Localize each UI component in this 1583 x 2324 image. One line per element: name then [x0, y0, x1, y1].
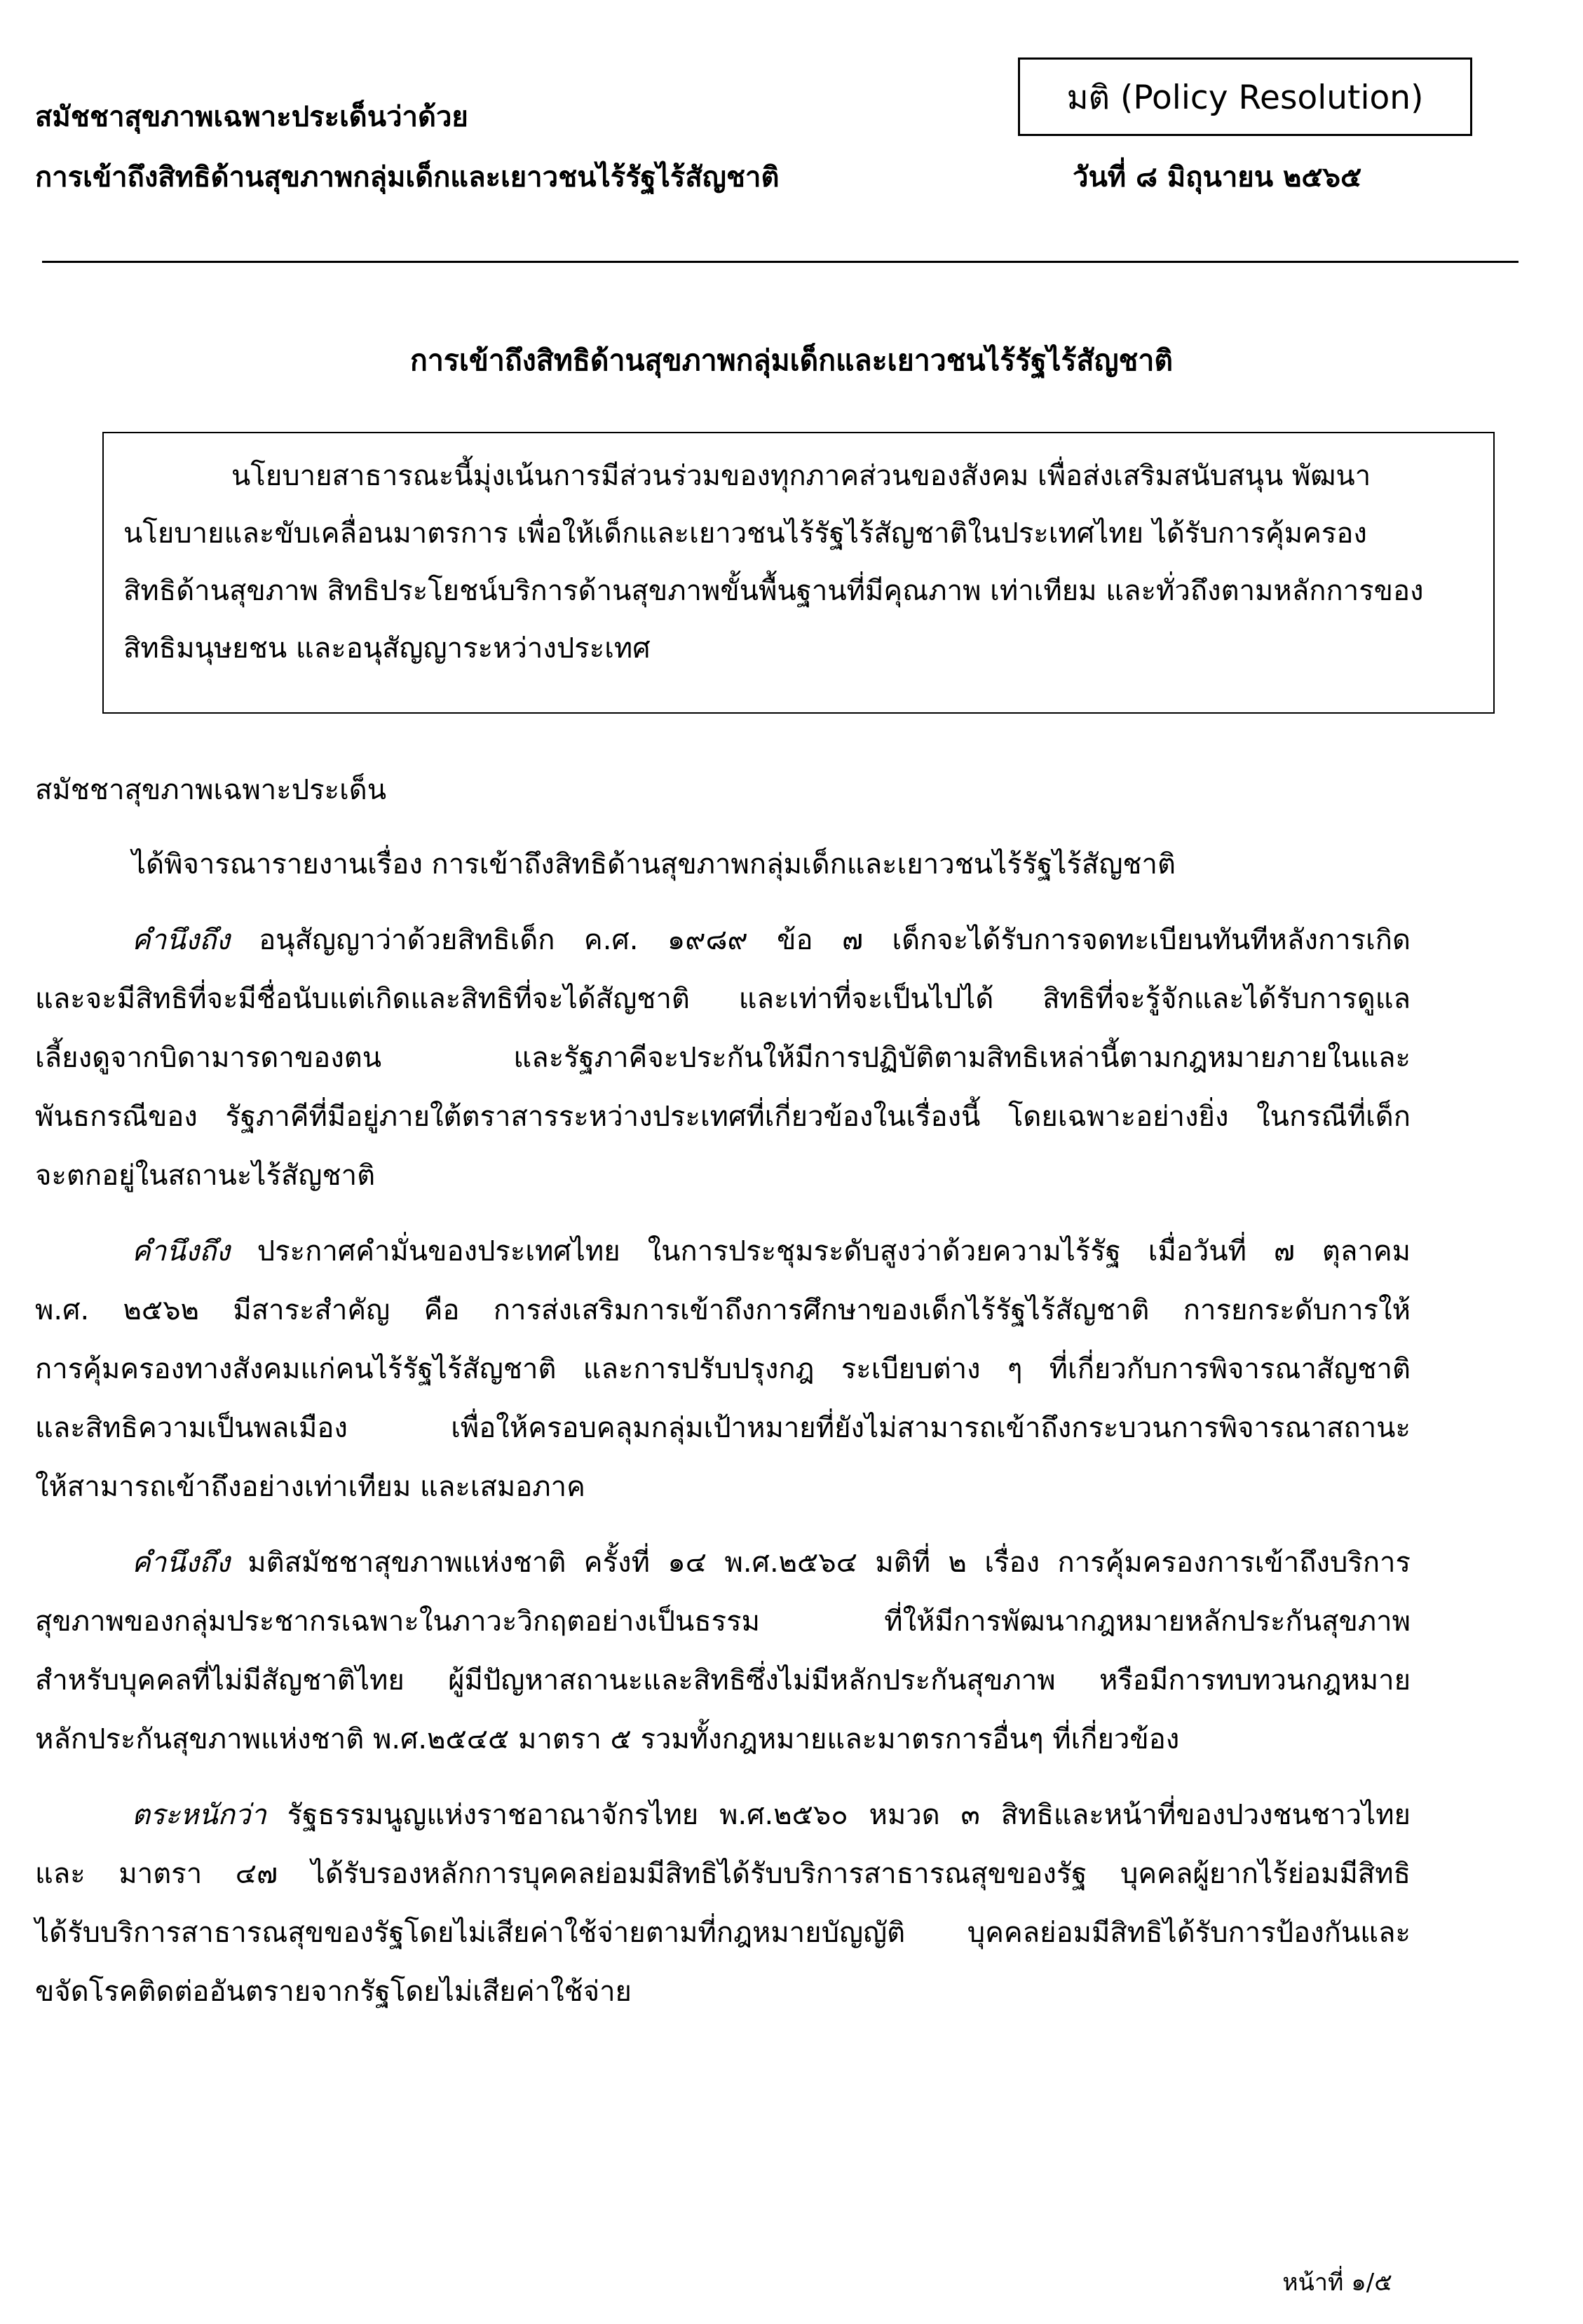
assembly-heading: สมัชชาสุขภาพเฉพาะประเด็น: [35, 774, 387, 806]
paragraph-2-line: และสิทธิความเป็นพลเมือง เพื่อให้ครอบคลุมกลุ่มเป้าหมายที่ยังไม่สามารถเข้าถึงกระบวนการพิจารณาสถานะ: [35, 1412, 1411, 1444]
resolution-label: มติ (Policy Resolution): [1066, 78, 1424, 117]
paragraph-4-lead: ตระหนักว่า: [132, 1799, 266, 1831]
paragraph-4-first-line: [132, 1792, 1411, 1837]
paragraph-2-line: พ.ศ. ๒๕๖๒ มีสาระสำคัญ คือ การส่งเสริมการเข้าถึงการศึกษาของเด็กไร้รัฐไร้สัญชาติ การยกระดับการให้: [35, 1294, 1411, 1326]
paragraph-2-lead: คำนึงถึง: [132, 1235, 230, 1268]
paragraph-1-line: จะตกอยู่ในสถานะไร้สัญชาติ: [35, 1160, 376, 1192]
paragraph-3-line: สุขภาพของกลุ่มประชากรเฉพาะในภาวะวิกฤตอย่างเป็นธรรม ที่ให้มีการพัฒนากฎหมายหลักประกันสุขภาพ: [35, 1605, 1411, 1638]
summary-line: สิทธิมนุษยชน และอนุสัญญาระหว่างประเทศ: [123, 632, 651, 665]
paragraph-1-first-text: อนุสัญญาว่าด้วยสิทธิเด็ก ค.ศ. ๑๙๘๙ ข้อ ๗ เด็กจะได้รับการจดทะเบียนทันทีหลังการเกิด: [229, 924, 1411, 956]
org-name-line1: สมัชชาสุขภาพเฉพาะประเด็นว่าด้วย: [35, 101, 468, 133]
paragraph-1-lead: คำนึงถึง: [132, 924, 230, 956]
paragraph-2-line: ให้สามารถเข้าถึงอย่างเท่าเทียม และเสมอภาค: [35, 1471, 585, 1503]
paragraph-4-first-text: รัฐธรรมนูญแห่งราชอาณาจักรไทย พ.ศ.๒๕๖๐ หมวด ๓ สิทธิและหน้าที่ของปวงชนชาวไทย: [266, 1799, 1411, 1831]
paragraph-3-line: สำหรับบุคคลที่ไม่มีสัญชาติไทย ผู้มีปัญหาสถานะและสิทธิซึ่งไม่มีหลักประกันสุขภาพ หรือมีการทบทวนกฎหมาย: [35, 1664, 1411, 1697]
paragraph-4-line: ได้รับบริการสาธารณสุขของรัฐโดยไม่เสียค่าใช้จ่ายตามที่กฎหมายบัญญัติ บุคคลย่อมมีสิทธิได้รับการป้องกันและ: [35, 1917, 1411, 1949]
paragraph-3-lead: คำนึงถึง: [132, 1547, 230, 1579]
paragraph-1-line: และจะมีสิทธิที่จะมีชื่อนับแต่เกิดและสิทธิที่จะได้สัญชาติ และเท่าที่จะเป็นไปได้ สิทธิที่จะรู้จักและได้รับการดูแล: [35, 983, 1411, 1015]
document-title: การเข้าถึงสิทธิด้านสุขภาพกลุ่มเด็กและเยาวชนไร้รัฐไร้สัญชาติ: [410, 344, 1173, 377]
paragraph-1-line: พันธกรณีของ รัฐภาคีที่มีอยู่ภายใต้ตราสารระหว่างประเทศที่เกี่ยวข้องในเรื่องนี้ โดยเฉพาะอย่างยิ่ง ในกรณีที่เด็ก: [35, 1101, 1411, 1133]
summary-line: สิทธิด้านสุขภาพ สิทธิประโยชน์บริการด้านสุขภาพขั้นพื้นฐานที่มีคุณภาพ เท่าเทียม และทั่วถึงตามหลักการของ: [123, 575, 1424, 607]
resolution-date: วันที่ ๘ มิถุนายน ๒๕๖๕: [1073, 161, 1362, 193]
paragraph-3-first-text: มติสมัชชาสุขภาพแห่งชาติ ครั้งที่ ๑๔ พ.ศ.๒๕๖๔ มติที่ ๒ เรื่อง การคุ้มครองการเข้าถึงบริการ: [229, 1547, 1411, 1579]
paragraph-3-line: หลักประกันสุขภาพแห่งชาติ พ.ศ.๒๕๔๕ มาตรา ๕ รวมทั้งกฎหมายและมาตรการอื่นๆ ที่เกี่ยวข้อง: [35, 1723, 1180, 1755]
summary-line: นโยบายและขับเคลื่อนมาตรการ เพื่อให้เด็กและเยาวชนไร้รัฐไร้สัญชาติในประเทศไทย ได้รับการคุ้มครอง: [123, 517, 1367, 550]
paragraph-1-first-line: [132, 917, 1411, 962]
summary-line: นโยบายสาธารณะนี้มุ่งเน้นการมีส่วนร่วมของทุกภาคส่วนของสังคม เพื่อส่งเสริมสนับสนุน พัฒนา: [231, 460, 1371, 492]
considered-line: ได้พิจารณารายงานเรื่อง การเข้าถึงสิทธิด้านสุขภาพกลุ่มเด็กและเยาวชนไร้รัฐไร้สัญชาติ: [132, 848, 1176, 881]
header-divider: [42, 261, 1519, 263]
paragraph-2-line: การคุ้มครองทางสังคมแก่คนไร้รัฐไร้สัญชาติ และการปรับปรุงกฎ ระเบียบต่าง ๆ ที่เกี่ยวกับการพิจารณาสัญชาติ: [35, 1353, 1411, 1385]
paragraph-1-line: เลี้ยงดูจากบิดามารดาของตน และรัฐภาคีจะประกันให้มีการปฏิบัติตามสิทธิเหล่านี้ตามกฎหมายภายในและ: [35, 1042, 1411, 1074]
org-name-line2: การเข้าถึงสิทธิด้านสุขภาพกลุ่มเด็กและเยาวชนไร้รัฐไร้สัญชาติ: [35, 161, 780, 193]
paragraph-2-first-line: [132, 1228, 1411, 1273]
paragraph-2-first-text: ประกาศคำมั่นของประเทศไทย ในการประชุมระดับสูงว่าด้วยความไร้รัฐ เมื่อวันที่ ๗ ตุลาคม: [229, 1235, 1411, 1268]
paragraph-4-line: และ มาตรา ๔๗ ได้รับรองหลักการบุคคลย่อมมีสิทธิได้รับบริการสาธารณสุขของรัฐ บุคคลผู้ยากไร้ย่อมมีสิทธิ: [35, 1858, 1411, 1890]
paragraph-3-first-line: [132, 1540, 1411, 1584]
resolution-label-box: [1018, 57, 1472, 136]
page-number: หน้าที่ ๑/๕: [1282, 2269, 1392, 2297]
paragraph-4-line: ขจัดโรคติดต่ออันตรายจากรัฐโดยไม่เสียค่าใช้จ่าย: [35, 1976, 632, 2008]
